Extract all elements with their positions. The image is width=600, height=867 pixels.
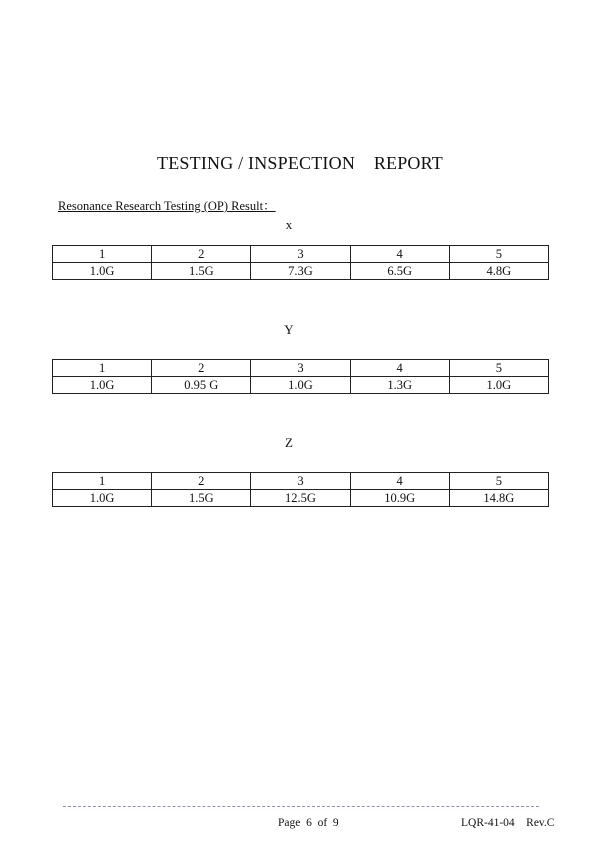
- result-table-z: [52, 472, 549, 507]
- value-cell: 1.0G: [53, 263, 152, 280]
- document-code: LQR-41-04 Rev.C: [461, 817, 555, 829]
- value-cell: 14.8G: [449, 490, 548, 507]
- value-cell: 1.0G: [53, 490, 152, 507]
- table-value-row: [53, 263, 549, 280]
- header-cell: 3: [251, 360, 350, 377]
- header-cell: 2: [152, 246, 251, 263]
- header-cell: 2: [152, 473, 251, 490]
- footer-divider: [63, 806, 539, 807]
- header-cell: 5: [449, 473, 548, 490]
- header-cell: 3: [251, 473, 350, 490]
- value-cell: 0.95 G: [152, 377, 251, 394]
- header-cell: 1: [53, 473, 152, 490]
- value-cell: 1.5G: [152, 490, 251, 507]
- axis-label-x: x: [285, 217, 293, 232]
- page-number: Page 6 of 9: [278, 817, 339, 829]
- value-cell: 12.5G: [251, 490, 350, 507]
- section-label: Resonance Research Testing (OP) Result：: [58, 199, 276, 213]
- value-cell: 4.8G: [449, 263, 548, 280]
- header-cell: 5: [449, 360, 548, 377]
- value-cell: 1.5G: [152, 263, 251, 280]
- value-cell: 7.3G: [251, 263, 350, 280]
- value-cell: 1.0G: [251, 377, 350, 394]
- table-header-row: [53, 360, 549, 377]
- value-cell: 6.5G: [350, 263, 449, 280]
- result-table-x: [52, 245, 549, 280]
- value-cell: 1.0G: [53, 377, 152, 394]
- header-cell: 1: [53, 246, 152, 263]
- table-header-row: [53, 246, 549, 263]
- header-cell: 3: [251, 246, 350, 263]
- axis-label-y: Y: [284, 322, 294, 337]
- header-cell: 1: [53, 360, 152, 377]
- value-cell: 1.0G: [449, 377, 548, 394]
- axis-label-z: Z: [285, 435, 293, 450]
- value-cell: 1.3G: [350, 377, 449, 394]
- report-title: TESTING / INSPECTION REPORT: [157, 153, 443, 173]
- result-table-y: [52, 359, 549, 394]
- table-header-row: [53, 473, 549, 490]
- value-cell: 10.9G: [350, 490, 449, 507]
- header-cell: 4: [350, 246, 449, 263]
- header-cell: 5: [449, 246, 548, 263]
- header-cell: 4: [350, 473, 449, 490]
- header-cell: 4: [350, 360, 449, 377]
- table-value-row: [53, 490, 549, 507]
- header-cell: 2: [152, 360, 251, 377]
- table-value-row: [53, 377, 549, 394]
